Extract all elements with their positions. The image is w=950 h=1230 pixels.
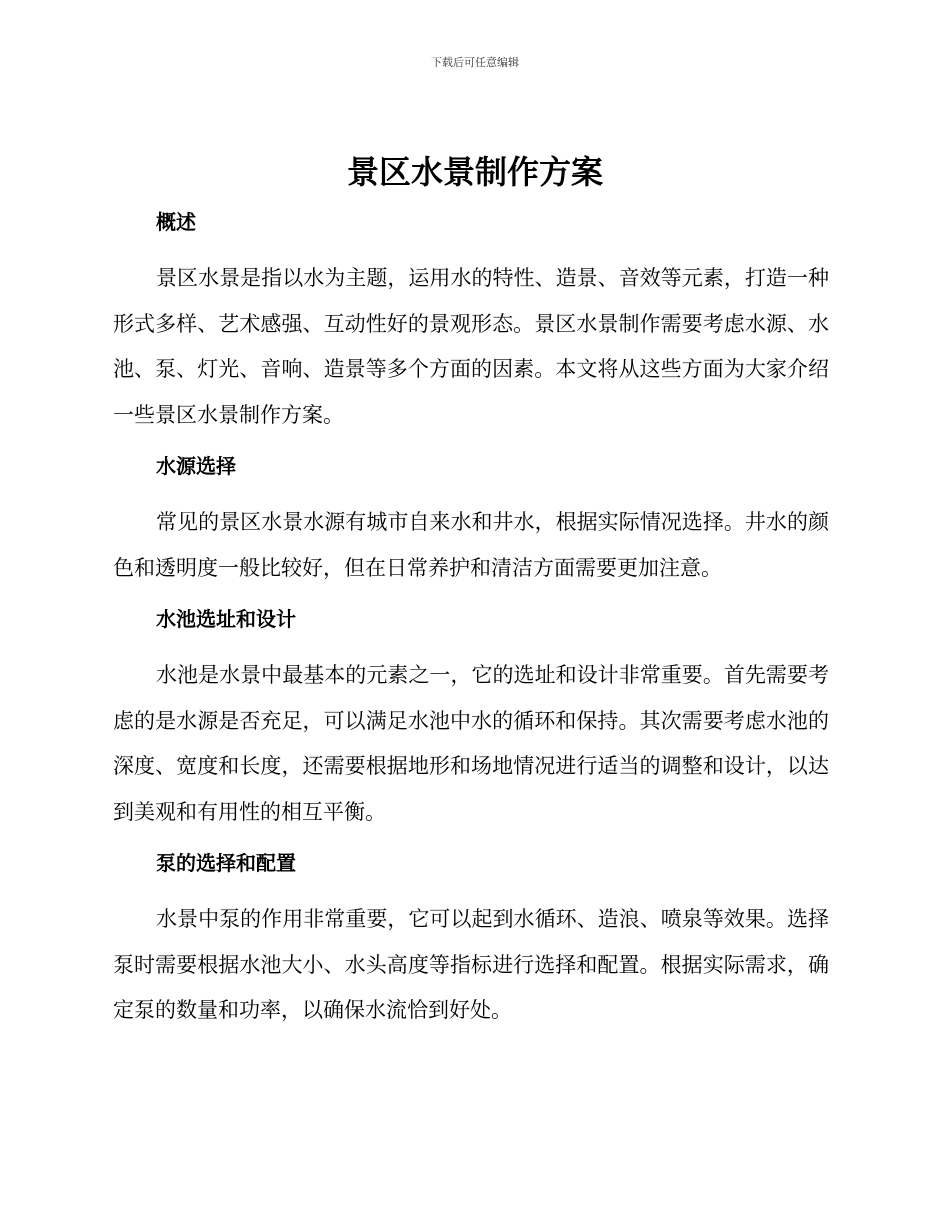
section-pump xyxy=(113,845,829,1034)
section-overview xyxy=(113,204,829,448)
document-title: 景区水景制作方案 xyxy=(346,153,603,191)
section-paragraph: 水池是水景中最基本的元素之一，它的选址和设计非常重要。首先需要考虑的是水源是否充足，可以满足水池中水的循环和保持。其次需要考虑水池的深度、宽度和长度，还需要根据地形和场地情况进行适当的调整和设计，以达到美观和有用性的相互平衡。 xyxy=(113,663,829,824)
section-paragraph: 景区水景是指以水为主题，运用水的特性、造景、音效等元素，打造一种形式多样、艺术感强、互动性好的景观形态。景区水景制作需要考虑水源、水池、泵、灯光、音响、造景等多个方面的因素。本文将从这些方面为大家介绍一些景区水景制作方案。 xyxy=(113,266,829,427)
section-paragraph: 常见的景区水景水源有城市自来水和井水，根据实际情况选择。井水的颜色和透明度一般比较好，但在日常养护和清洁方面需要更加注意。 xyxy=(113,510,829,580)
document-body xyxy=(113,204,829,1034)
section-heading: 水源选择 xyxy=(156,454,236,478)
section-heading: 泵的选择和配置 xyxy=(156,851,296,875)
section-water-source xyxy=(113,448,829,601)
section-heading: 水池选址和设计 xyxy=(156,607,296,631)
section-paragraph: 水景中泵的作用非常重要，它可以起到水循环、造浪、喷泉等效果。选择泵时需要根据水池大小、水头高度等指标进行选择和配置。根据实际需求，确定泵的数量和功率，以确保水流恰到好处。 xyxy=(113,907,829,1022)
section-pool-design xyxy=(113,601,829,845)
header-note: 下载后可任意编辑 xyxy=(431,56,519,69)
section-heading: 概述 xyxy=(156,210,196,234)
